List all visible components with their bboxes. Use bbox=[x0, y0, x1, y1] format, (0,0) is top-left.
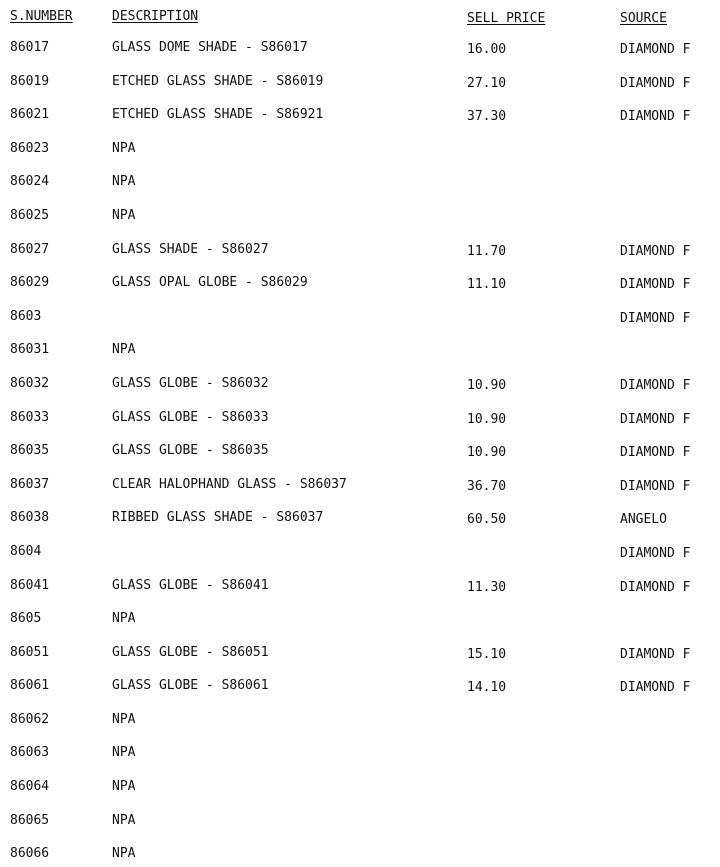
cell-sell-price: 36.70 bbox=[467, 478, 507, 494]
table-row bbox=[0, 37, 720, 71]
table-row bbox=[0, 575, 720, 609]
cell-description: NPA bbox=[112, 711, 136, 727]
cell-description: NPA bbox=[112, 779, 136, 795]
cell-number: 8604 bbox=[10, 543, 42, 559]
cell-source: DIAMOND F bbox=[620, 75, 691, 91]
cell-description: ETCHED GLASS SHADE - S86921 bbox=[112, 107, 324, 123]
table-row bbox=[0, 306, 720, 340]
cell-description: NPA bbox=[112, 611, 136, 627]
table-row bbox=[0, 239, 720, 273]
cell-number: 86024 bbox=[10, 174, 50, 190]
cell-description: RIBBED GLASS SHADE - S86037 bbox=[112, 510, 324, 526]
cell-sell-price: 15.10 bbox=[467, 646, 507, 662]
table-body bbox=[0, 37, 720, 867]
cell-source: DIAMOND F bbox=[620, 109, 691, 125]
cell-number: 86033 bbox=[10, 409, 50, 425]
table-row bbox=[0, 742, 720, 776]
cell-description: GLASS GLOBE - S86061 bbox=[112, 678, 269, 694]
cell-number: 86064 bbox=[10, 779, 50, 795]
cell-source: DIAMOND F bbox=[620, 579, 691, 595]
table-row bbox=[0, 675, 720, 709]
cell-sell-price: 37.30 bbox=[467, 109, 507, 125]
table-row bbox=[0, 104, 720, 138]
table-row bbox=[0, 810, 720, 844]
cell-number: 86051 bbox=[10, 644, 50, 660]
cell-sell-price: 11.30 bbox=[467, 579, 507, 595]
cell-source: ANGELO bbox=[620, 512, 667, 528]
cell-sell-price: 11.10 bbox=[467, 277, 507, 293]
cell-number: 86065 bbox=[10, 812, 50, 828]
cell-number: 86038 bbox=[10, 510, 50, 526]
cell-number: 86041 bbox=[10, 577, 50, 593]
table-row bbox=[0, 339, 720, 373]
cell-description: GLASS GLOBE - S86032 bbox=[112, 375, 269, 391]
cell-description: GLASS GLOBE - S86033 bbox=[112, 409, 269, 425]
cell-source: DIAMOND F bbox=[620, 277, 691, 293]
cell-number: 86061 bbox=[10, 678, 50, 694]
table-row bbox=[0, 709, 720, 743]
cell-number: 86035 bbox=[10, 443, 50, 459]
table-row bbox=[0, 642, 720, 676]
table-row bbox=[0, 608, 720, 642]
cell-description: NPA bbox=[112, 745, 136, 761]
cell-source: DIAMOND F bbox=[620, 411, 691, 427]
table-row bbox=[0, 205, 720, 239]
cell-number: 86019 bbox=[10, 73, 50, 89]
cell-description: NPA bbox=[112, 174, 136, 190]
cell-source: DIAMOND F bbox=[620, 42, 691, 57]
table-header bbox=[0, 6, 720, 28]
table-row bbox=[0, 171, 720, 205]
table-row bbox=[0, 440, 720, 474]
table-row bbox=[0, 541, 720, 575]
cell-number: 86027 bbox=[10, 241, 50, 257]
table-row bbox=[0, 474, 720, 508]
cell-number: 86063 bbox=[10, 745, 50, 761]
cell-source: DIAMOND F bbox=[620, 243, 691, 259]
table-row bbox=[0, 407, 720, 441]
column-header-number: S.NUMBER bbox=[10, 9, 73, 24]
cell-number: 86025 bbox=[10, 207, 50, 223]
column-header-source: SOURCE bbox=[620, 11, 667, 26]
column-header-description: DESCRIPTION bbox=[112, 9, 199, 24]
table-row bbox=[0, 373, 720, 407]
cell-description: CLEAR HALOPHAND GLASS - S86037 bbox=[112, 476, 347, 492]
table-row bbox=[0, 138, 720, 172]
cell-source: DIAMOND F bbox=[620, 445, 691, 461]
cell-sell-price: 11.70 bbox=[467, 243, 507, 259]
cell-number: 8605 bbox=[10, 611, 42, 627]
cell-source: DIAMOND F bbox=[620, 680, 691, 696]
cell-number: 86017 bbox=[10, 40, 50, 55]
table-row bbox=[0, 776, 720, 810]
cell-sell-price: 27.10 bbox=[467, 75, 507, 91]
cell-number: 86032 bbox=[10, 375, 50, 391]
cell-description: NPA bbox=[112, 846, 136, 862]
cell-description: NPA bbox=[112, 207, 136, 223]
cell-number: 86031 bbox=[10, 342, 50, 358]
table-row bbox=[0, 843, 720, 867]
cell-sell-price: 14.10 bbox=[467, 680, 507, 696]
cell-source: DIAMOND F bbox=[620, 478, 691, 494]
cell-sell-price: 10.90 bbox=[467, 411, 507, 427]
cell-number: 86062 bbox=[10, 711, 50, 727]
table-row bbox=[0, 507, 720, 541]
cell-number: 86037 bbox=[10, 476, 50, 492]
cell-source: DIAMOND F bbox=[620, 377, 691, 393]
cell-sell-price: 60.50 bbox=[467, 512, 507, 528]
cell-description: GLASS DOME SHADE - S86017 bbox=[112, 40, 308, 55]
cell-description: GLASS GLOBE - S86041 bbox=[112, 577, 269, 593]
table-row bbox=[0, 272, 720, 306]
cell-sell-price: 10.90 bbox=[467, 377, 507, 393]
table-row bbox=[0, 71, 720, 105]
cell-number: 86066 bbox=[10, 846, 50, 862]
cell-description: GLASS SHADE - S86027 bbox=[112, 241, 269, 257]
cell-description: ETCHED GLASS SHADE - S86019 bbox=[112, 73, 324, 89]
cell-description: NPA bbox=[112, 812, 136, 828]
cell-description: NPA bbox=[112, 140, 136, 156]
cell-description: GLASS OPAL GLOBE - S86029 bbox=[112, 275, 308, 291]
cell-number: 86029 bbox=[10, 275, 50, 291]
cell-number: 86021 bbox=[10, 107, 50, 123]
cell-source: DIAMOND F bbox=[620, 545, 691, 561]
cell-sell-price: 16.00 bbox=[467, 42, 507, 57]
cell-description: GLASS GLOBE - S86051 bbox=[112, 644, 269, 660]
cell-source: DIAMOND F bbox=[620, 310, 691, 326]
cell-number: 86023 bbox=[10, 140, 50, 156]
cell-description: NPA bbox=[112, 342, 136, 358]
cell-sell-price: 10.90 bbox=[467, 445, 507, 461]
column-header-sell-price: SELL PRICE bbox=[467, 11, 546, 26]
cell-description: GLASS GLOBE - S86035 bbox=[112, 443, 269, 459]
cell-source: DIAMOND F bbox=[620, 646, 691, 662]
cell-number: 8603 bbox=[10, 308, 42, 324]
